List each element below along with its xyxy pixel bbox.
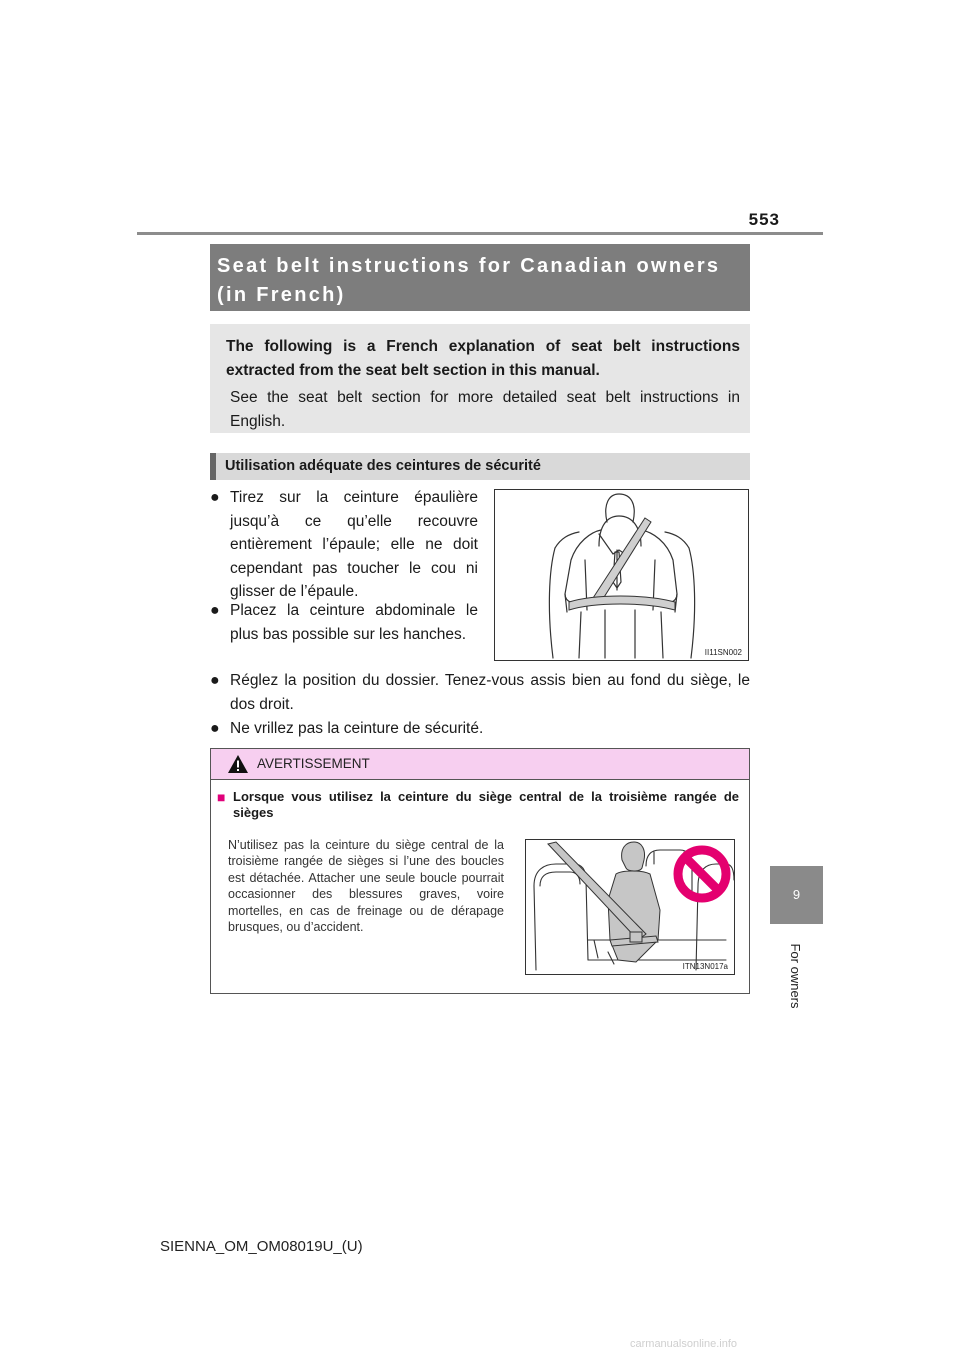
list-item-text: Placez la ceinture abdominale le plus bas possible sur les hanches. (230, 602, 478, 643)
intro-box (210, 324, 750, 433)
list-item-text: Tirez sur la ceinture épaulière jusqu’à ce qu’elle recouvre entièrement l’épaule; elle ne doit cependant pas toucher le cou ni glisser de l’épaule. (230, 489, 478, 600)
chapter-tab-label: For owners (788, 943, 803, 1009)
chapter-tab: 9 (770, 866, 823, 924)
bullet-icon: ● (210, 672, 220, 689)
list-item (210, 669, 750, 719)
third-row-seatbelt-illustration (525, 839, 735, 975)
section-title (210, 244, 750, 311)
header-rule (137, 232, 823, 235)
list-item (210, 599, 478, 669)
warning-box (210, 748, 750, 994)
section-title-line-2: (in French) (217, 284, 346, 306)
warning-triangle-icon (227, 754, 249, 774)
square-bullet-icon: ■ (217, 789, 226, 805)
warning-subheading (217, 789, 739, 821)
seated-person-drawing (495, 490, 748, 660)
list-item (210, 717, 750, 743)
seated-person-seatbelt-illustration (494, 489, 749, 661)
warning-body-text: N’utilisez pas la ceinture du siège central de la troisième rangée de sièges si l’une des boucles est détachée. Attacher une seule boucle pourrait occasionner des blessures graves, voire mortelles, en cas de freinage ou de dérapage brusques, ou d’accident. (228, 838, 504, 935)
list-item (210, 486, 478, 600)
intro-bold-text: The following is a French explanation of seat belt instructions extracted from the seat belt section in this manual. (226, 338, 740, 379)
prohibited-sign-icon (672, 844, 732, 904)
subheading: Utilisation adéquate des ceintures de sécurité (210, 453, 750, 480)
warning-header (211, 749, 749, 780)
bullet-icon: ● (210, 602, 220, 619)
list-item-text: Ne vrillez pas la ceinture de sécurité. (230, 720, 484, 737)
bullet-icon: ● (210, 489, 220, 506)
bullet-icon: ● (210, 720, 220, 737)
intro-note-text: See the seat belt section for more detailed seat belt instructions in English. (230, 389, 740, 430)
warning-title: AVERTISSEMENT (257, 756, 370, 771)
section-title-line-1: Seat belt instructions for Canadian owners (217, 255, 721, 277)
warning-subheading-text: Lorsque vous utilisez la ceinture du siège central de la troisième rangée de sièges (233, 789, 739, 820)
document-footer: SIENNA_OM_OM08019U_(U) (160, 1238, 363, 1255)
figure-code: II11SN002 (704, 648, 742, 657)
figure-code: ITN13N017a (682, 962, 728, 971)
list-item-text: Réglez la position du dossier. Tenez-vous assis bien au fond du siège, le dos droit. (230, 672, 750, 713)
watermark: carmanualsonline.info (630, 1338, 738, 1350)
page-number: 553 (748, 210, 780, 229)
